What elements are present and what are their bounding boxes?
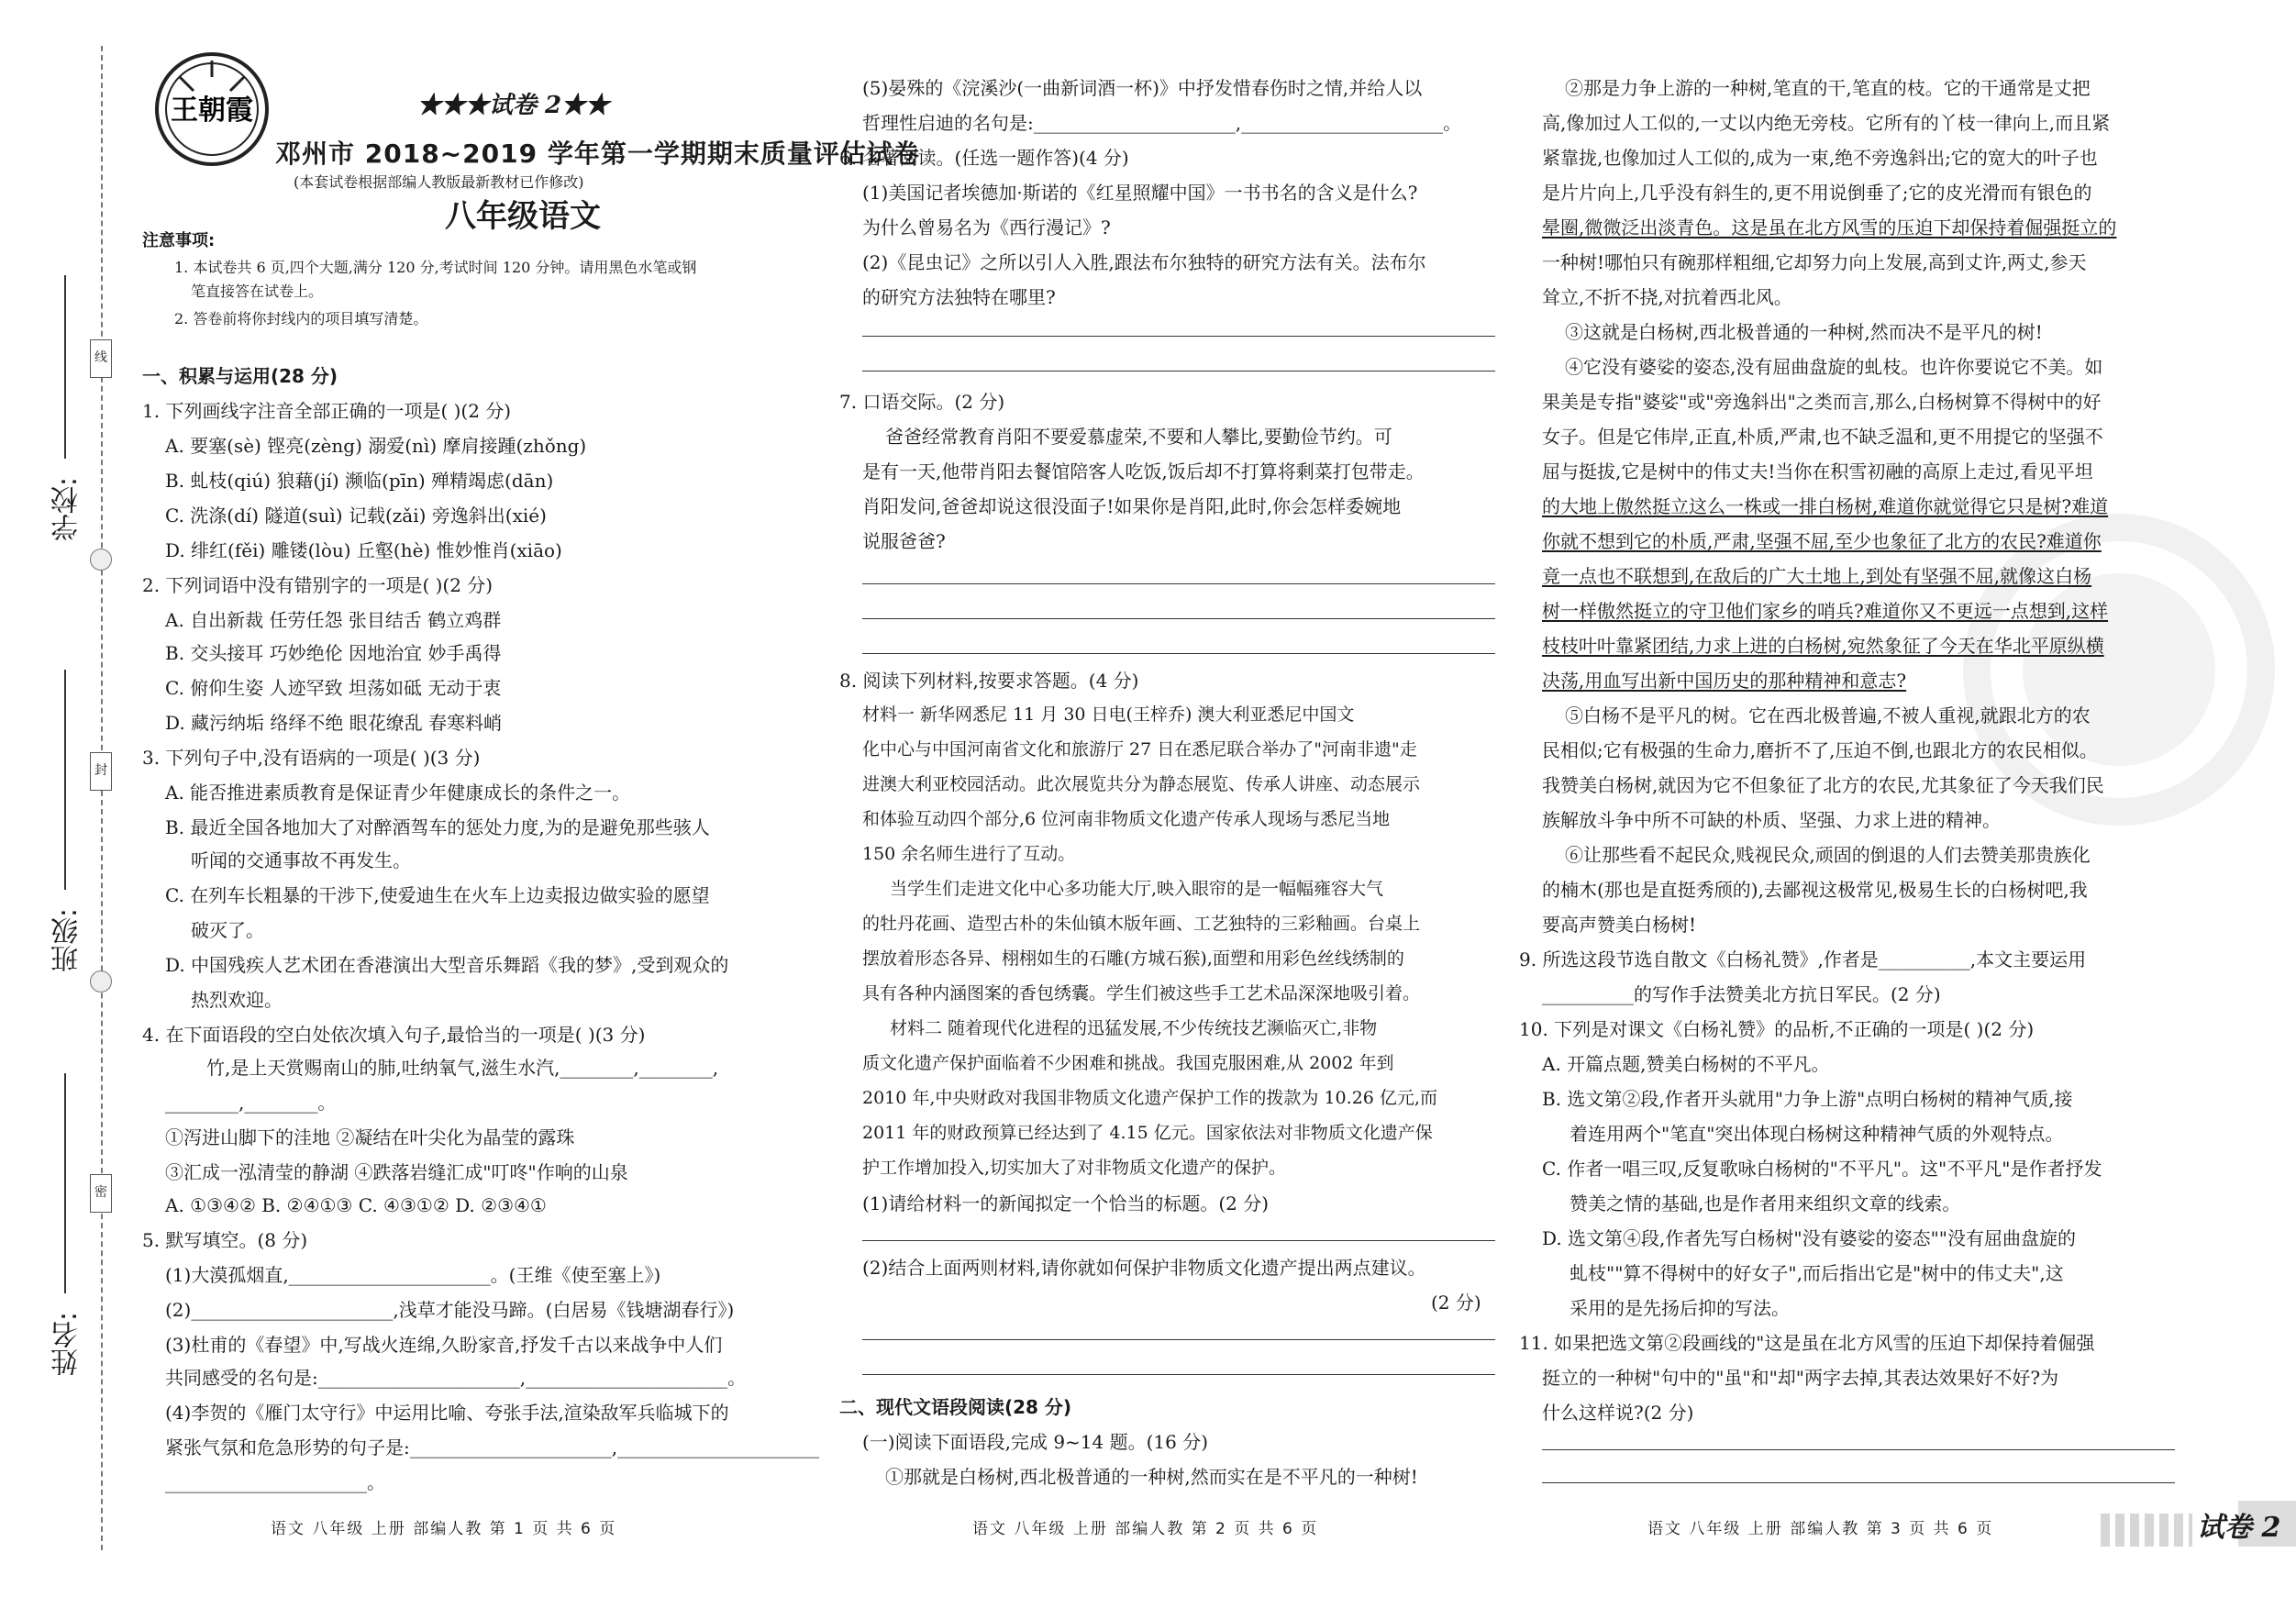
answer-line[interactable]	[862, 618, 1495, 619]
passage-line: ③这就是白杨树,西北极普通的一种树,然而决不是平凡的树!	[1565, 321, 2043, 343]
option-line: B. 选文第②段,作者开头就用"力争上游"点明白杨树的精神气质,接	[1542, 1088, 2073, 1110]
binding-ring-icon	[90, 549, 112, 571]
question-stem: 9. 所选这段节选自散文《白杨礼赞》,作者是__________,本文主要运用	[1519, 948, 2087, 970]
answer-line[interactable]	[862, 653, 1495, 654]
passage-line: 说服爸爸?	[862, 530, 946, 552]
material-line: 化中心与中国河南省文化和旅游厅 27 日在悉尼联合举办了"河南非遗"走	[862, 739, 1417, 760]
sub-question: (2)《昆虫记》之所以引人入胜,跟法布尔独特的研究方法有关。法布尔	[862, 251, 1426, 273]
material-line: 2011 年的财政预算已经达到了 4.15 亿元。国家依法对非物质文化遗产保	[862, 1123, 1433, 1143]
material-line: 护工作增加投入,切实加大了对非物质文化遗产的保护。	[862, 1158, 1287, 1178]
material-line: 材料一 新华网悉尼 11 月 30 日电(王梓乔) 澳大利亚悉尼中国文	[862, 704, 1355, 725]
passage-line: 竹,是上天赏赐南山的肺,吐纳氧气,滋生水汽,________,________,	[206, 1057, 719, 1079]
material-line: 当学生们走进文化中心多功能大厅,映入眼帘的是一幅幅雍容大气	[890, 879, 1384, 899]
passage-line-underlined: 竟一点也不联想到,在敌后的广大土地上,到处有坚强不屈,就像这白杨	[1542, 565, 2092, 587]
fill-blank-line: 共同感受的名句是:______________________,______________________。	[165, 1367, 747, 1389]
passage-line: 族解放斗争中所不可缺的朴质、坚强、力求上进的精神。	[1542, 809, 2001, 831]
passage-line: 耸立,不折不挠,对抗着西北风。	[1542, 286, 1792, 308]
question-stem: 8. 阅读下列材料,按要求答题。(4 分)	[839, 670, 1139, 692]
option-line: C. 作者一唱三叹,反复歌咏白杨树的"不平凡"。这"不平凡"是作者抒发	[1542, 1158, 2102, 1180]
passage-line-underlined: 你就不想到它的朴质,严肃,坚强不屈,至少也象征了北方的农民?难道你	[1542, 530, 2102, 552]
fill-blank-line: (3)杜甫的《春望》中,写战火连绵,久盼家音,抒发千古以来战争中人们	[165, 1334, 723, 1356]
option-line: 赞美之情的基础,也是作者用来组织文章的线索。	[1569, 1192, 1961, 1214]
option-line: C. 俯仰生姿 人迹罕致 坦荡如砥 无动于衷	[165, 677, 502, 699]
notice-item: 2. 答卷前将你封线内的项目填写清楚。	[174, 310, 428, 327]
series-label: ★★★试卷 2★★	[417, 92, 610, 119]
fill-blank-line: (5)晏殊的《浣溪沙(一曲新词酒一杯)》中抒发惜春伤时之情,并给人以	[862, 77, 1423, 99]
score-note: (2 分)	[1431, 1292, 1481, 1314]
binding-dashed-line	[101, 46, 103, 1550]
sub-question: (1)美国记者埃德加·斯诺的《红星照耀中国》一书书名的含义是什么?	[862, 182, 1418, 204]
question-stem: 什么这样说?(2 分)	[1542, 1402, 1694, 1424]
material-line: 质文化遗产保护面临着不少困难和挑战。我国克服困难,从 2002 年到	[862, 1053, 1394, 1073]
passage-line: 一种树!哪怕只有碗那样粗细,它却努力向上发展,高到丈许,两丈,参天	[1542, 251, 2087, 273]
series-badge: 试卷 2	[2197, 1512, 2281, 1544]
answer-line[interactable]	[862, 1374, 1495, 1375]
name-label: 姓名:	[51, 1312, 83, 1377]
section-heading: 一、积累与运用(28 分)	[142, 365, 338, 387]
class-label: 班级:	[51, 908, 83, 973]
answer-line[interactable]	[862, 1339, 1495, 1340]
binding-strip	[0, 0, 138, 1597]
material-line: 和体验互动四个部分,6 位河南非物质文化遗产传承人现场与悉尼当地	[862, 809, 1391, 829]
passage-line: 高,像加过人工似的,一丈以内绝无旁枝。它所有的丫枝一律向上,而且紧	[1542, 112, 2111, 134]
option-line: 着连用两个"笔直"突出体现白杨树这种精神气质的外观特点。	[1569, 1123, 2064, 1145]
option-line: D. 选文第④段,作者先写白杨树"没有婆娑的姿态""没有屈曲盘旋的	[1542, 1227, 2076, 1249]
class-fill-line	[64, 670, 66, 890]
fill-blank-line: (1)大漠孤烟直,______________________。(王维《使至塞上》)	[165, 1264, 661, 1286]
question-stem: 11. 如果把选文第②段画线的"这是虽在北方风雪的压迫下却保持着倔强	[1519, 1332, 2095, 1354]
page-column-2	[839, 0, 1495, 1597]
material-line: 材料二 随着现代化进程的迅猛发展,不少传统技艺濒临灭亡,非物	[890, 1018, 1378, 1038]
exam-title: 邓州市 2018~2019 学年第一学期期末质量评估试卷	[275, 139, 920, 169]
passage-line: 紧靠拢,也像加过人工似的,成为一束,绝不旁逸斜出;它的宽大的叶子也	[1542, 147, 2098, 169]
material-line: 摆放着形态各异、栩栩如生的石雕(方城石猴),面塑和用彩色丝线绣制的	[862, 948, 1404, 969]
option-line: ①泻进山脚下的洼地 ②凝结在叶尖化为晶莹的露珠	[165, 1126, 575, 1148]
passage-line-underlined: 树一样傲然挺立的守卫他们家乡的哨兵?难道你又不更远一点想到,这样	[1542, 600, 2109, 622]
passage-line: 是有一天,他带肖阳去餐馆陪客人吃饭,饭后却不打算将剩菜打包带走。	[862, 460, 1425, 482]
page-footer: 语文 八年级 上册 部编人教 第 3 页 共 6 页	[1647, 1520, 1994, 1538]
question-stem: __________的写作手法赞美北方抗日军民。(2 分)	[1542, 983, 1941, 1005]
sub-question: (2)结合上面两则材料,请你就如何保护非物质文化遗产提出两点建议。	[862, 1257, 1426, 1279]
passage-line: 是片片向上,几乎没有斜生的,更不用说倒垂了;它的皮光滑而有银色的	[1542, 182, 2092, 204]
seal-mark-seal: 封	[90, 752, 112, 791]
section-intro: (一)阅读下面语段,完成 9~14 题。(16 分)	[862, 1431, 1209, 1453]
school-label: 学校:	[51, 477, 83, 542]
answer-line[interactable]	[862, 371, 1495, 372]
passage-line-underlined: 决荡,用血写出新中国历史的那种精神和意志?	[1542, 670, 1907, 692]
passage-line: 爸爸经常教育肖阳不要爱慕虚荣,不要和人攀比,要勤俭节约。可	[885, 426, 1392, 448]
name-fill-line	[64, 1073, 66, 1293]
exam-note: (本套试卷根据部编人教版最新教材已作修改)	[294, 173, 584, 191]
material-line: 的牡丹花画、造型古朴的朱仙镇木版年画、工艺独特的三彩釉画。台桌上	[862, 914, 1421, 934]
page-footer: 语文 八年级 上册 部编人教 第 1 页 共 6 页	[271, 1520, 617, 1538]
page-column-3	[1519, 0, 2198, 1597]
option-line: B. 虬枝(qiú) 狼藉(jí) 濒临(pīn) 殚精竭虑(dān)	[165, 470, 554, 492]
passage-line: 果美是专指"婆娑"或"旁逸斜出"之类而言,那么,白杨树算不得树中的好	[1542, 391, 2102, 413]
option-line: C. 洗涤(dí) 隧道(suì) 记载(zǎi) 旁逸斜出(xié)	[165, 505, 547, 527]
fill-blank-line: 哲理性启迪的名句是:______________________,______________________。	[862, 112, 1462, 134]
option-line: A. ①③④② B. ②④①③ C. ④③①② D. ②③④①	[165, 1194, 547, 1216]
logo-text: 王朝霞	[171, 94, 253, 127]
question-stem: 10. 下列是对课文《白杨礼赞》的品析,不正确的一项是( )(2 分)	[1519, 1018, 2035, 1040]
passage-line: 肖阳发问,爸爸却说这很没面子!如果你是肖阳,此时,你会怎样委婉地	[862, 495, 1402, 517]
passage-line: ⑥让那些看不起民众,贱视民众,顽固的倒退的人们去赞美那贵族化	[1565, 844, 2091, 866]
notice-heading: 注意事项:	[142, 231, 216, 250]
option-line: ③汇成一泓清莹的静湖 ④跌落岩缝汇成"叮咚"作响的山泉	[165, 1161, 628, 1183]
material-line: 150 余名师生进行了互动。	[862, 844, 1076, 864]
sub-question: 的研究方法独特在哪里?	[862, 286, 1056, 308]
passage-line: ①那就是白杨树,西北极普通的一种树,然而实在是不平凡的一种树!	[885, 1466, 1418, 1488]
option-line: 采用的是先扬后抑的写法。	[1569, 1297, 1790, 1319]
option-line: 热烈欢迎。	[191, 989, 283, 1011]
option-line: B. 交头接耳 巧妙绝伦 因地治宜 妙手禹得	[165, 642, 502, 664]
option-line: A. 能否推进素质教育是保证青少年健康成长的条件之一。	[165, 782, 631, 804]
option-line: D. 中国残疾人艺术团在香港演出大型音乐舞蹈《我的梦》,受到观众的	[165, 954, 729, 976]
fill-blank-line: 紧张气氛和危急形势的句子是:______________________,______________________	[165, 1436, 820, 1458]
seal-mark-line: 线	[90, 339, 112, 378]
material-line: 具有各种内涵图案的香包绣囊。学生们被这些手工艺术品深深地吸引着。	[862, 983, 1421, 1004]
answer-line[interactable]	[1542, 1482, 2175, 1483]
section-heading: 二、现代文语段阅读(28 分)	[839, 1396, 1072, 1418]
question-stem: 3. 下列句子中,没有语病的一项是( )(3 分)	[142, 747, 481, 769]
passage-line: 要高声赞美白杨树!	[1542, 914, 1697, 936]
fill-blank-line: ______________________。	[165, 1471, 385, 1493]
option-line: B. 最近全国各地加大了对醉酒驾车的惩处力度,为的是避免那些骇人	[165, 816, 710, 838]
question-stem: 5. 默写填空。(8 分)	[142, 1229, 308, 1251]
question-stem: 4. 在下面语段的空白处依次填入句子,最恰当的一项是( )(3 分)	[142, 1024, 646, 1046]
option-line: 听闻的交通事故不再发生。	[191, 849, 411, 871]
option-line: 虬枝""算不得树中的好女子",而后指出它是"树中的伟丈夫",这	[1569, 1262, 2064, 1284]
option-line: 破灭了。	[191, 919, 264, 941]
fill-blank-line: (4)李贺的《雁门太守行》中运用比喻、夸张手法,渲染敌军兵临城下的	[165, 1402, 729, 1424]
answer-line[interactable]	[862, 583, 1495, 584]
question-stem: 7. 口语交际。(2 分)	[839, 391, 1005, 413]
option-line: D. 藏污纳垢 络绎不绝 眼花缭乱 春寒料峭	[165, 712, 503, 734]
passage-line-underlined: 晕圈,微微泛出淡青色。这是虽在北方风雪的压迫下却保持着倔强挺立的	[1542, 216, 2117, 238]
notice-item: 笔直接答在试卷上。	[191, 283, 324, 300]
passage-line: ________,________。	[165, 1092, 337, 1114]
option-line: A. 自出新裁 任劳任怨 张目结舌 鹤立鸡群	[165, 609, 502, 631]
material-line: 2010 年,中央财政对我国非物质文化遗产保护工作的拨款为 10.26 亿元,而	[862, 1088, 1437, 1108]
fill-blank-line: (2)______________________,浅草才能没马蹄。(白居易《钱塘湖春行》)	[165, 1299, 735, 1321]
passage-line: ④它没有婆娑的姿态,没有屈曲盘旋的虬枝。也许你要说它不美。如	[1565, 356, 2103, 378]
question-stem: 2. 下列词语中没有错别字的一项是( )(2 分)	[142, 574, 494, 596]
passage-line-underlined: 枝枝叶叶靠紧团结,力求上进的白杨树,宛然象征了今天在华北平原纵横	[1542, 635, 2104, 657]
passage-line: 的楠木(那也是直挺秀颀的),去鄙视这极常见,极易生长的白杨树吧,我	[1542, 879, 2088, 901]
answer-line[interactable]	[862, 1240, 1495, 1241]
binding-ring-icon	[90, 970, 112, 993]
passage-line: 屈与挺拔,它是树中的伟丈夫!当你在积雪初融的高原上走过,看见平坦	[1542, 460, 2093, 482]
seal-mark-secret: 密	[90, 1174, 112, 1213]
passage-line: 我赞美白杨树,就因为它不但象征了北方的农民,尤其象征了今天我们民	[1542, 774, 2104, 796]
page-footer: 语文 八年级 上册 部编人教 第 2 页 共 6 页	[972, 1520, 1319, 1538]
option-line: C. 在列车长粗暴的干涉下,使爱迪生在火车上边卖报边做实验的愿望	[165, 884, 710, 906]
option-line: D. 绯红(fěi) 雕镂(lòu) 丘壑(hè) 惟妙惟肖(xiāo)	[165, 539, 562, 561]
passage-line: ⑤白杨不是平凡的树。它在西北极普遍,不被人重视,就跟北方的农	[1565, 704, 2091, 726]
school-fill-line	[64, 275, 66, 459]
notice-item: 1. 本试卷共 6 页,四个大题,满分 120 分,考试时间 120 分钟。请用黑色水笔或钢	[174, 259, 697, 276]
page-column-1	[138, 0, 820, 1597]
passage-line: ②那是力争上游的一种树,笔直的干,笔直的枝。它的干通常是丈把	[1565, 77, 2091, 99]
option-line: A. 开篇点题,赞美白杨树的不平凡。	[1542, 1053, 1830, 1075]
question-stem: 1. 下列画线字注音全部正确的一项是( )(2 分)	[142, 400, 512, 422]
exam-grade: 八年级语文	[445, 198, 601, 235]
answer-line[interactable]	[1542, 1449, 2175, 1450]
sub-question: 为什么曾易名为《西行漫记》?	[862, 216, 1111, 238]
answer-line[interactable]	[862, 336, 1495, 337]
question-stem: 6. 名著阅读。(任选一题作答)(4 分)	[839, 147, 1129, 169]
material-line: 进澳大利亚校园活动。此次展览共分为静态展览、传承人讲座、动态展示	[862, 774, 1421, 794]
passage-line-underlined: 的大地上傲然挺立这么一株或一排白杨树,难道你就觉得它只是树?难道	[1542, 495, 2109, 517]
question-stem: 挺立的一种树"句中的"虽"和"却"两字去掉,其表达效果好不好?为	[1542, 1367, 2059, 1389]
passage-line: 民相似;它有极强的生命力,磨折不了,压迫不倒,也跟北方的农民相似。	[1542, 739, 2098, 761]
option-line: A. 要塞(sè) 铿亮(zèng) 溺爱(nì) 摩肩接踵(zhǒng)	[165, 435, 587, 457]
badge-pattern	[2101, 1514, 2192, 1547]
passage-line: 女子。但是它伟岸,正直,朴质,严肃,也不缺乏温和,更不用提它的坚强不	[1542, 426, 2103, 448]
sub-question: (1)请给材料一的新闻拟定一个恰当的标题。(2 分)	[862, 1192, 1270, 1214]
